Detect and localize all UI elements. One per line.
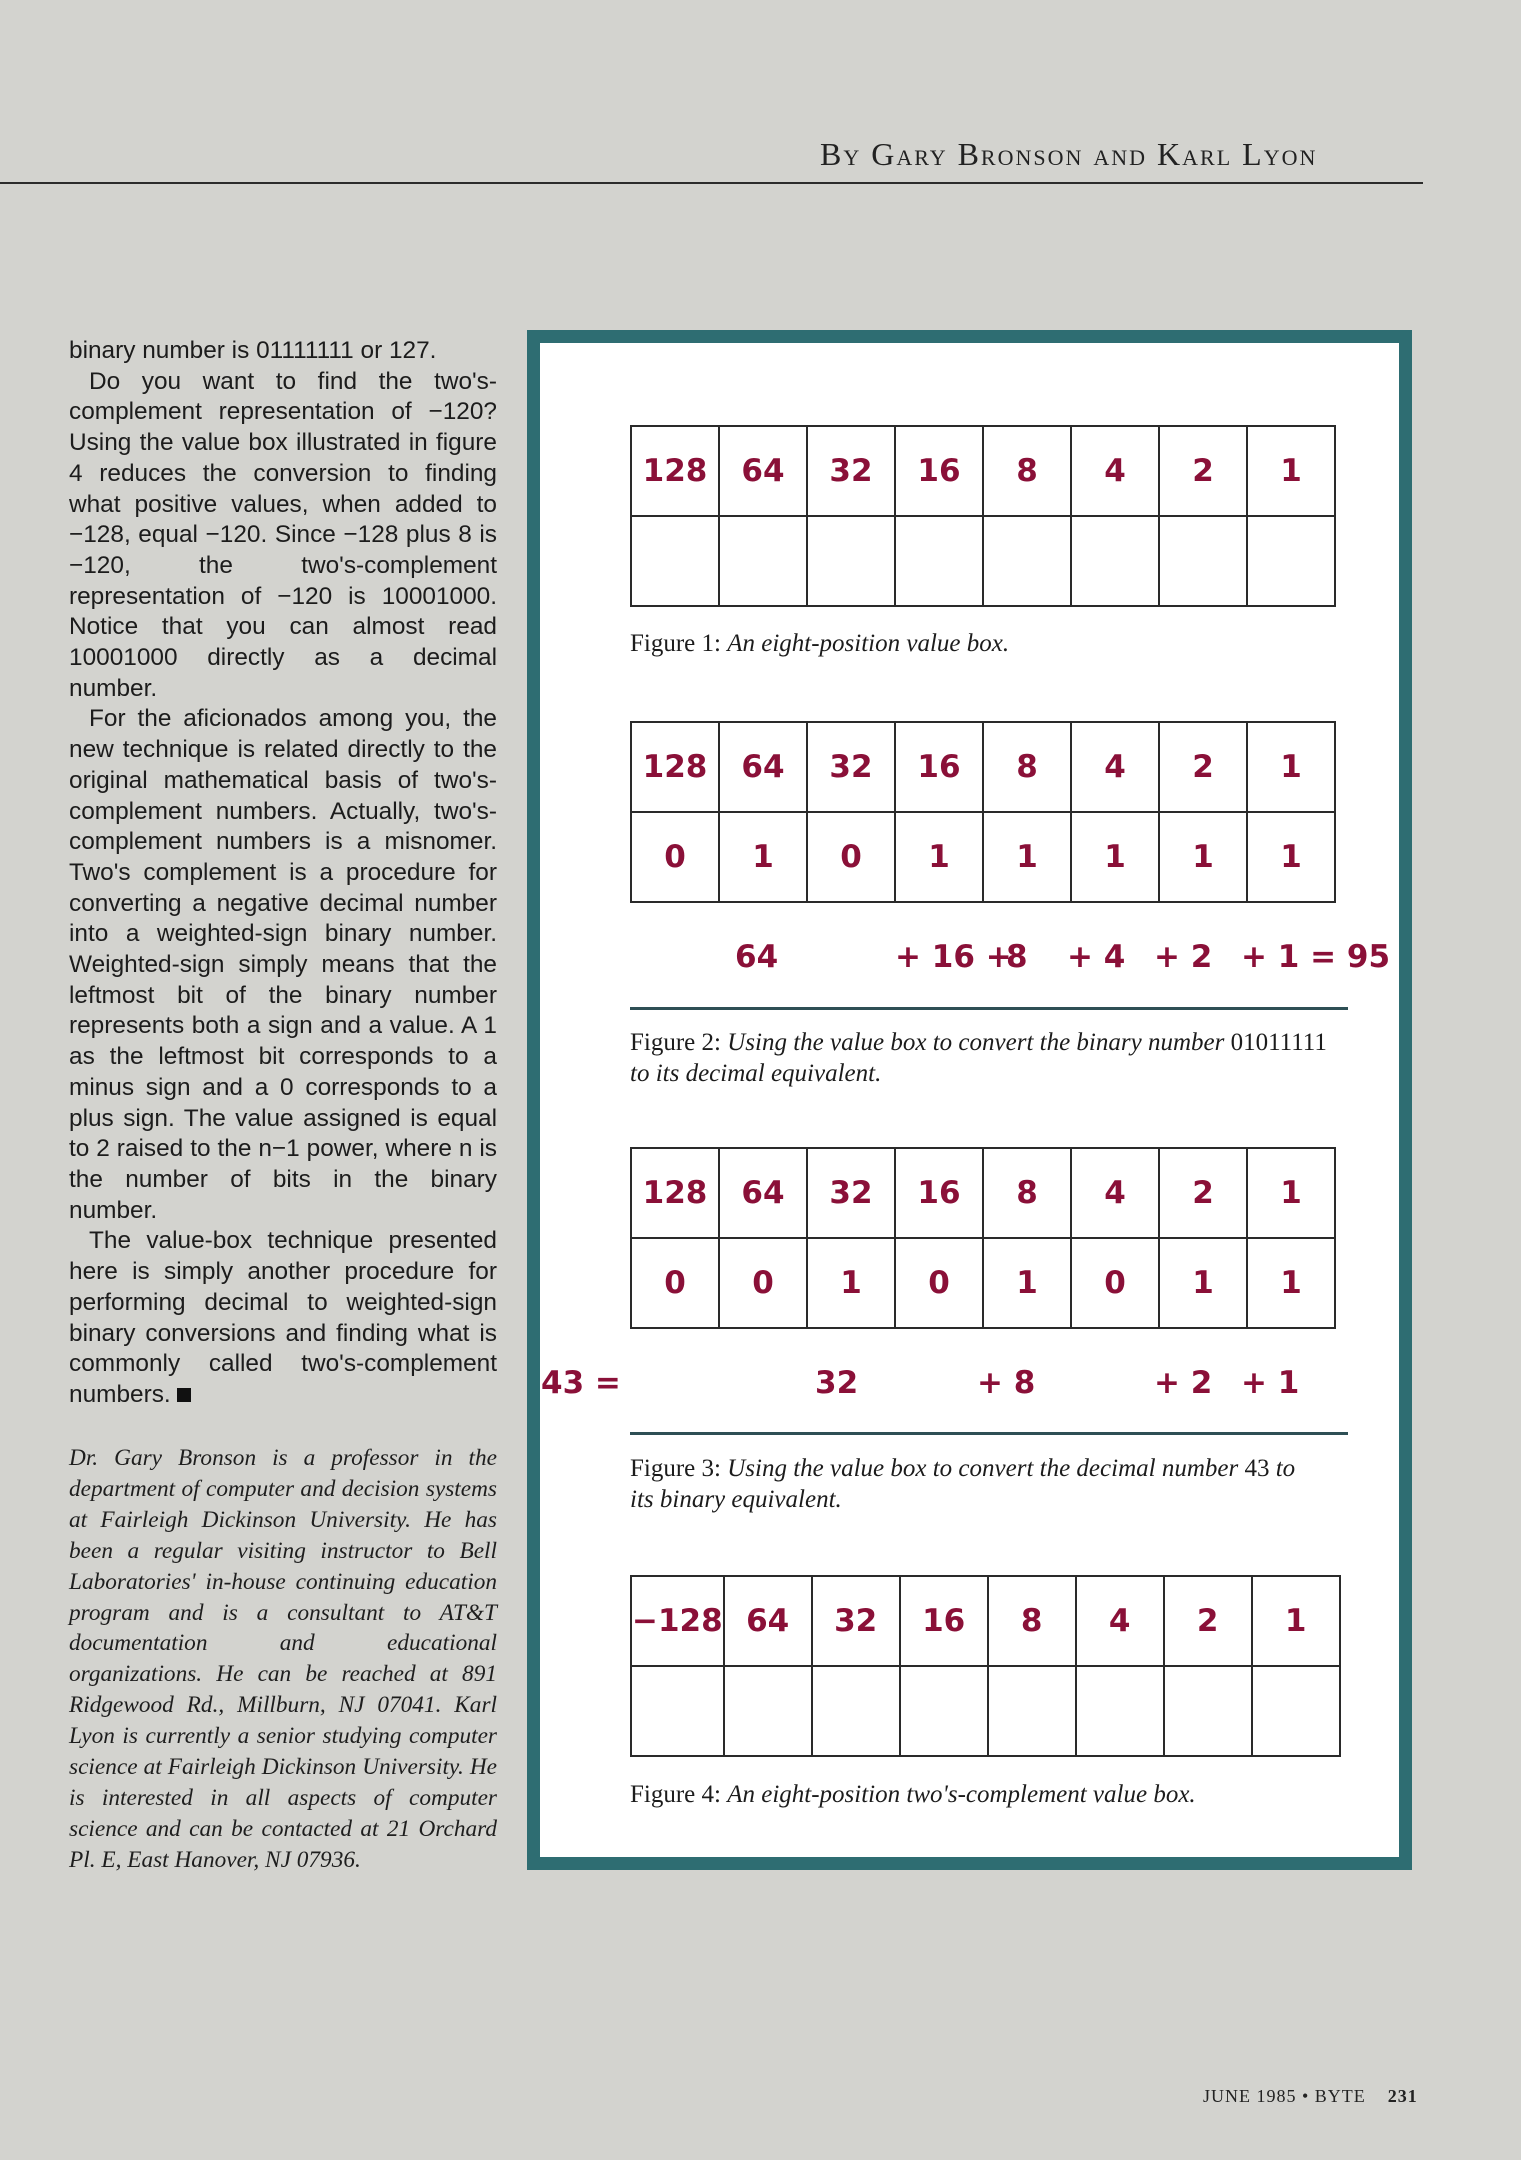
header-rule: [0, 182, 1423, 184]
figure-3-value-box: [630, 1147, 1336, 1329]
bit-cell: 0: [807, 812, 895, 902]
value-cell: 16: [895, 426, 983, 516]
article-body: [69, 336, 497, 1411]
bit-cell: 1: [1247, 1238, 1335, 1328]
caption-text: Using the value box to convert the decimal number: [727, 1455, 1239, 1482]
figure-1-caption: [630, 628, 1350, 659]
caption-label: Figure 4:: [630, 1781, 721, 1808]
value-cell: 64: [724, 1576, 812, 1666]
caption-number: 43: [1244, 1455, 1270, 1482]
bit-cell: [1247, 516, 1335, 606]
value-cell: 8: [983, 722, 1071, 812]
value-cell: 32: [807, 722, 895, 812]
value-cell: 32: [807, 426, 895, 516]
caption-text: An eight-position value box.: [727, 630, 1010, 657]
bit-cell: [1164, 1666, 1252, 1756]
figure-1-value-box: [630, 425, 1336, 607]
value-cell: 32: [807, 1148, 895, 1238]
sum-term: + 1 = 95: [1241, 939, 1391, 975]
value-cell: 4: [1071, 426, 1159, 516]
bit-cell: 1: [983, 812, 1071, 902]
bit-cell: [807, 516, 895, 606]
value-cell: 8: [983, 1148, 1071, 1238]
value-cell: 2: [1159, 722, 1247, 812]
bit-cell: [1076, 1666, 1164, 1756]
bit-cell: [988, 1666, 1076, 1756]
sum-term: + 4: [1067, 939, 1126, 975]
value-cell: 16: [900, 1576, 988, 1666]
value-cell: 2: [1159, 1148, 1247, 1238]
value-cell: 2: [1159, 426, 1247, 516]
value-cell: 1: [1252, 1576, 1340, 1666]
bit-cell: 0: [719, 1238, 807, 1328]
value-cell: 128: [631, 1148, 719, 1238]
value-cell: 1: [1247, 722, 1335, 812]
value-cell: 16: [895, 1148, 983, 1238]
caption-text: to: [1275, 1455, 1296, 1482]
value-cell: 64: [719, 1148, 807, 1238]
sum-term: + 1: [1241, 1365, 1300, 1401]
paragraph: [69, 1226, 497, 1410]
bit-cell: 1: [895, 812, 983, 902]
page-footer: [1203, 2086, 1418, 2107]
caption-text: An eight-position two's-complement value box.: [727, 1781, 1196, 1808]
bit-cell: 0: [631, 1238, 719, 1328]
end-of-article-icon: [177, 1388, 191, 1402]
bit-cell: [631, 1666, 724, 1756]
bit-cell: [1159, 516, 1247, 606]
bit-cell: [900, 1666, 988, 1756]
figure-4-caption: [630, 1779, 1350, 1810]
value-cell: 64: [719, 722, 807, 812]
bit-cell: 1: [1071, 812, 1159, 902]
value-cell: 1: [1247, 426, 1335, 516]
bit-cell: [631, 516, 719, 606]
value-cell: 4: [1071, 722, 1159, 812]
bit-cell: 0: [1071, 1238, 1159, 1328]
sum-term: + 8: [977, 1365, 1036, 1401]
value-cell: 64: [719, 426, 807, 516]
figure-2-value-box: [630, 721, 1336, 903]
figure-2-rule: [630, 1007, 1348, 1010]
sum-term: 43 =: [541, 1365, 621, 1401]
value-cell: 8: [988, 1576, 1076, 1666]
value-cell: 128: [631, 426, 719, 516]
bit-cell: 1: [719, 812, 807, 902]
bit-cell: [1071, 516, 1159, 606]
figure-3-caption: [630, 1453, 1350, 1515]
sum-term: + 16 +: [895, 939, 1012, 975]
caption-label: Figure 1:: [630, 630, 721, 657]
bit-cell: 1: [1159, 1238, 1247, 1328]
caption-text: its binary equivalent.: [630, 1486, 842, 1513]
value-cell: 32: [812, 1576, 900, 1666]
figure-2-caption: [630, 1027, 1350, 1089]
bit-cell: [812, 1666, 900, 1756]
caption-number: 01011111: [1230, 1029, 1327, 1056]
caption-label: Figure 2:: [630, 1029, 721, 1056]
value-cell: 128: [631, 722, 719, 812]
caption-text: to its decimal equivalent.: [630, 1060, 882, 1087]
sum-term: 32: [815, 1365, 859, 1401]
sum-term: + 2: [1154, 939, 1213, 975]
bit-cell: [1252, 1666, 1340, 1756]
value-cell: 1: [1247, 1148, 1335, 1238]
bit-cell: 0: [631, 812, 719, 902]
sum-term: 8: [1006, 939, 1028, 975]
sum-term: 64: [735, 939, 779, 975]
bit-cell: [724, 1666, 812, 1756]
bit-cell: [983, 516, 1071, 606]
value-cell: 4: [1076, 1576, 1164, 1666]
caption-text: Using the value box to convert the binary number: [727, 1029, 1225, 1056]
bit-cell: 0: [895, 1238, 983, 1328]
caption-label: Figure 3:: [630, 1455, 721, 1482]
figure-3-rule: [630, 1432, 1348, 1435]
bit-cell: 1: [1159, 812, 1247, 902]
value-cell: 4: [1071, 1148, 1159, 1238]
paragraph: Do you want to find the two's-complement representation of −120? Using the value box illustrated in figure 4 reduces the conversion to finding what positive values, when added to −128, equal −120. Since −128 plus 8 is −120, the two's-complement representation of −120 is 10001000. Notice that you can almost read 10001000 directly as a decimal number.: [69, 367, 497, 702]
bit-cell: 1: [983, 1238, 1071, 1328]
sum-term: + 2: [1154, 1365, 1213, 1401]
paragraph: binary number is 01111111 or 127.: [69, 337, 437, 364]
bit-cell: 1: [807, 1238, 895, 1328]
value-cell: 2: [1164, 1576, 1252, 1666]
value-cell: −128: [631, 1576, 724, 1666]
author-bio: Dr. Gary Bronson is a professor in the department of computer and decision systems at Fairleigh Dickinson University. He has been a regular visiting instructor to Bell Laboratories' in-house continuing education program and is a consultant to AT&T documentation and educational organizations. He can be reached at 891 Ridgewood Rd., Millburn, NJ 07041. Karl Lyon is currently a senior studying computer science at Fairleigh Dickinson University. He is interested in all aspects of computer science and can be contacted at 21 Orchard Pl. E, East Hanover, NJ 07936.: [69, 1445, 497, 1873]
value-cell: 8: [983, 426, 1071, 516]
figures-panel: [527, 330, 1412, 1870]
value-cell: 16: [895, 722, 983, 812]
paragraph: For the aficionados among you, the new technique is related directly to the original mathematical basis of two's-complement numbers. Actually, two's-complement numbers is a misnomer. Two's complement is a procedure for converting a negative decimal number into a weighted-sign binary number. Weighted-sign simply means that the leftmost bit of the binary number represents both a sign and a value. A 1 as the leftmost bit corresponds to a minus sign and a 0 corresponds to a plus sign. The value assigned is equal to 2 raised to the n−1 power, where n is the number of bits in the binary number.: [69, 705, 497, 1224]
bit-cell: 1: [1247, 812, 1335, 902]
page-number: 231: [1387, 2086, 1418, 2106]
paragraph-text: The value-box technique presented here is simply another procedure for performing decimal to weighted-sign binary conversions and finding what is commonly called two's-complement numbers.: [69, 1227, 497, 1408]
bit-cell: [719, 516, 807, 606]
byline: By Gary Bronson and Karl Lyon: [820, 136, 1318, 172]
bit-cell: [895, 516, 983, 606]
issue-date: JUNE 1985 • BYTE: [1203, 2086, 1366, 2106]
figure-4-value-box: [630, 1575, 1341, 1757]
